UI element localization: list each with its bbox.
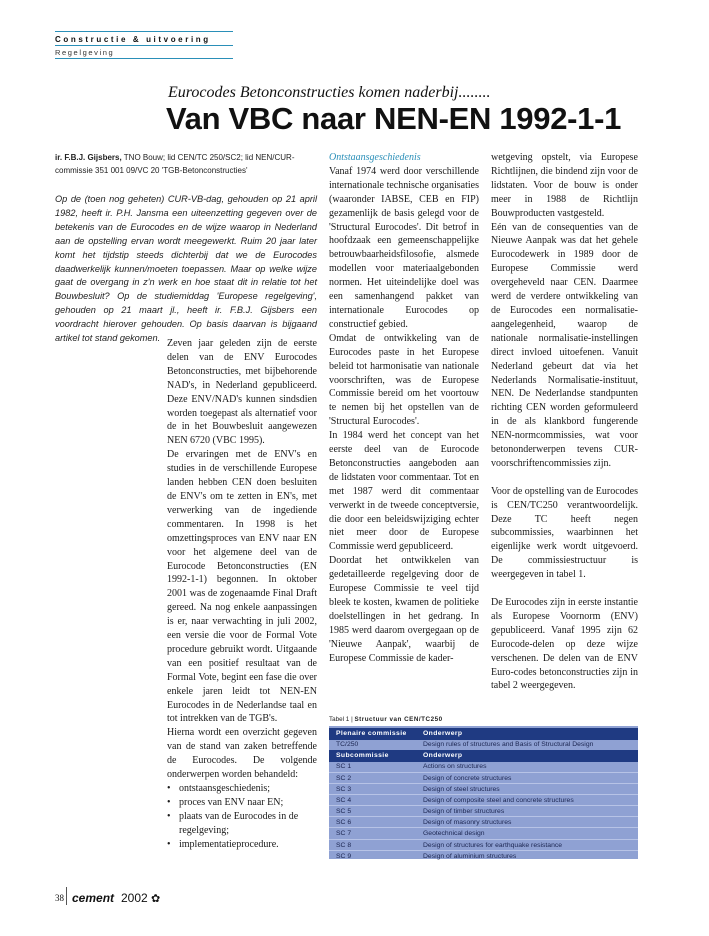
paragraph-gap: [491, 471, 638, 485]
article-title: Van VBC naar NEN-EN 1992-1-1: [166, 101, 622, 136]
paragraph: Zeven jaar geleden zijn de eerste delen van de ENV Eurocodes Betonconstructies, met bijbehorende NAD's, in Nederland gepubliceerd. Deze ENV/NAD's kunnen sindsdien worden toegepast als alternatief voor de in het Bouwbesluit aangewezen NEN 6720 (VBC 1995).: [167, 338, 317, 447]
table-caption-label: Tabel 1: [329, 716, 350, 723]
table-row: [329, 851, 638, 863]
paragraph: De Eurocodes zijn in eerste instantie als Europese Voornorm (ENV) gepubliceerd. Vanaf 1995 zijn 62 Eurocode-delen op deze wijze verschenen. De delen van de ENV Euro-codes betonconstructies zijn in tabel 2 weergegeven.: [491, 596, 638, 692]
table-cell-subject: Design of structures for earthquake resistance: [423, 841, 563, 849]
paragraph: Hierna wordt een overzicht gegeven van de stand van zaken betreffende de Eurocodes. De volgende onderwerpen worden behandeld:: [167, 727, 317, 781]
table-cell-subject: Design of timber structures: [423, 808, 505, 816]
table-cell-subject: Onderwerp: [423, 752, 463, 760]
paragraph: wetgeving opstelt, via Europese Richtlijnen, die bindend zijn voor de lidstaten. Voor de bouw is onder meer in 1988 de Richtlijn Bouwproducten vastgesteld.: [491, 152, 638, 219]
author-name: ir. F.B.J. Gijsbers,: [55, 153, 122, 162]
body-column-3: [491, 151, 638, 693]
table-cell-commission: SC 6: [336, 819, 352, 827]
author-affiliation: TNO Bouw; lid CEN/TC 250/SC2; lid NEN/CUR-commissie 351 001 09/VC 20 'TGB-Betonconstructies': [55, 153, 295, 175]
table-cell-subject: Design of concrete structures: [423, 774, 512, 782]
section-label: Constructie & uitvoering: [55, 35, 211, 44]
table-caption-separator: |: [351, 716, 353, 723]
list-item: • implementatieprocedure.: [167, 838, 317, 852]
table-cell-subject: Design rules of structures and Basis of Structural Design: [423, 741, 594, 749]
page-number: 38: [55, 893, 64, 903]
table-cell-commission: SC 8: [336, 841, 352, 849]
paragraph: Vanaf 1974 werd door verschillende internationale technische organisaties (waaronder IABSE, CEB en FIP) gezamenlijk de basis gelegd voor de 'Structural Eurocodes'. Dit betrof in hoofdzaak een gemeenschappelijke betrouwbaarheidsfilosofie, alsmede modellen voor materiaalgebonden normen. Het uiteindelijke doel was een samenhangend pakket van internationale Eurocodes op constructief gebied.: [329, 165, 479, 330]
table-cell-subject: Design of steel structures: [423, 785, 500, 793]
paragraph: Eén van de consequenties van de Nieuwe Aanpak was dat het gehele Eurocodewerk in 1989 door de Europese Commissie werd overgeheveld naar CEN. Daarmee werd de verdere ontwikkeling van de Eurocodes een normalisatie-aangelegenheid, waarop de nationale normalisatie-instellingen direct invloed uitoefenen. Vanuit Nederland gebeurt dat via het Nederlands Normalisatie-instituut, NEN. De Nederlandse standpunten richting CEN worden geformuleerd in de als klankbord fungerende NEN-normcommissies, wat voor betononderwerpen tevens CUR-voorschriftencommissies zijn.: [491, 221, 638, 469]
table-cell-commission: Subcommissie: [336, 752, 389, 760]
table-cell-subject: Actions on structures: [423, 763, 487, 771]
section-subhead: Ontstaansgeschiedenis: [329, 152, 421, 163]
header-rule-mid: [55, 45, 233, 46]
table-cell-commission: TC/250: [336, 741, 359, 749]
table-cell-subject: Geotechnical design: [423, 830, 485, 838]
subsection-label: Regelgeving: [55, 48, 115, 57]
article-intro: Op de (toen nog geheten) CUR-VB-dag, gehouden op 21 april 1982, heeft ir. P.H. Jansma een uiteenzetting gegeven over de betekenis van de Eurocodes en de wijze waarop in Nederland aan de opstelling ervan wordt meegewerkt. Ruim 20 jaar later komt het tijdstip steeds dichterbij dat we de Eurocodes daadwerkelijk kunnen/moeten toepassen. Maar op welke wijze gaat de overgang in z'n werk en hoe staat dit in relatie tot het Bouwbesluit? Op de studiemiddag 'Europese regelgeving', gehouden op 21 maart jl., heeft ir. F.B.J. Gijsbers een voordracht hierover gehouden. Op basis daarvan is bijgaand artikel tot stand gekomen.: [55, 194, 317, 344]
author-line: [55, 152, 317, 178]
table-cell-commission: SC 4: [336, 796, 352, 804]
table-cell-commission: SC 1: [336, 763, 352, 771]
list-item: • ontstaansgeschiedenis;: [167, 782, 317, 796]
table-cell-commission: SC 7: [336, 830, 352, 838]
paragraph: Doordat het ontwikkelen van gedetailleerde regelgeving door de Europese Commissie te veel tijd bleek te kosten, kwamen de politieke doelstellingen in het gedrang. In 1985 werd daarom overgegaan op de 'Nieuwe Aanpak', waarbij de Europese Commissie de kader-: [329, 555, 479, 664]
table-caption: [329, 716, 443, 723]
list-item: • plaats van de Eurocodes in de regelgeving;: [167, 810, 317, 838]
paragraph: Voor de opstelling van de Eurocodes is CEN/TC250 verantwoordelijk. Deze TC heeft negen subcommissies, waarbinnen het eigenlijke werk wordt uitgevoerd. De commissiestructuur is weergegeven in tabel 1.: [491, 485, 638, 581]
table-cell-subject: Onderwerp: [423, 730, 463, 737]
table-caption-title: Structuur van CEN/TC250: [354, 716, 443, 723]
table-cell-subject: Design of aluminium structures: [423, 852, 517, 860]
paragraph: De ervaringen met de ENV's en studies in de verschillende Europese landen hebben CEN doen besluiten de ENV's om te zetten in EN's, met verwerking van de ingediende commentaren. In 1998 is het omzettingsproces van ENV naar EN voor het algemene deel van de Eurocode Betonconstructies (EN 1992-1-1) begonnen. In oktober 2001 was de zogenaamde Final Draft gereed. Na nog enkele aanpassingen is er, naar verwachting in juli 2002, een versie die voor de Formal Vote procedure gebruikt wordt. Uitgaande van een positief resultaat van de Formal Vote, begint een fase die over enkele jaren leidt tot NEN-EN Eurocodes in de Nederlandse taal en tot intrekken van de TGB's.: [167, 449, 317, 725]
table-cell-commission: SC 2: [336, 774, 352, 782]
paragraph: Omdat de ontwikkeling van de Eurocodes paste in het Europese beleid tot harmonisatie van nationale voorschriften, was de Europese Commissie bereid om het voortouw te nemen bij het opstellen van de 'Structural Eurocodes'.: [329, 332, 479, 428]
header-rule-bottom: [55, 58, 233, 59]
magazine-year: 2002: [121, 891, 148, 905]
magazine-name: cement: [72, 891, 115, 905]
table-cell-subject: Design of composite steel and concrete structures: [423, 796, 574, 804]
footer-divider: [66, 887, 67, 905]
article-kicker: Eurocodes Betonconstructies komen naderbij........: [168, 84, 491, 101]
paragraph-gap: [491, 582, 638, 596]
table-cell-subject: Design of masonry structures: [423, 819, 512, 827]
paragraph: In 1984 werd het concept van het eerste deel van de Eurocode Betonconstructies aangeboden aan de lidstaten voor commentaar. Tot en met 1987 werd dit commentaar verwerkt in de tweede conceptversie, die door een beleidswijziging echter niet meer door de Europese Commissie werd gepubliceerd.: [329, 430, 479, 553]
table-cell-commission: Plenaire commissie: [336, 730, 407, 737]
table-cell-commission: SC 3: [336, 785, 352, 793]
table-cell-commission: SC 9: [336, 852, 352, 860]
list-item: • proces van ENV naar EN;: [167, 796, 317, 810]
structure-table: [329, 726, 638, 859]
flower-icon: ✿: [151, 893, 161, 905]
body-column-1: [167, 337, 317, 852]
topic-list: [167, 782, 317, 852]
table-cell-commission: SC 5: [336, 808, 352, 816]
header-rule-top: [55, 31, 233, 32]
body-column-2: [329, 151, 479, 666]
